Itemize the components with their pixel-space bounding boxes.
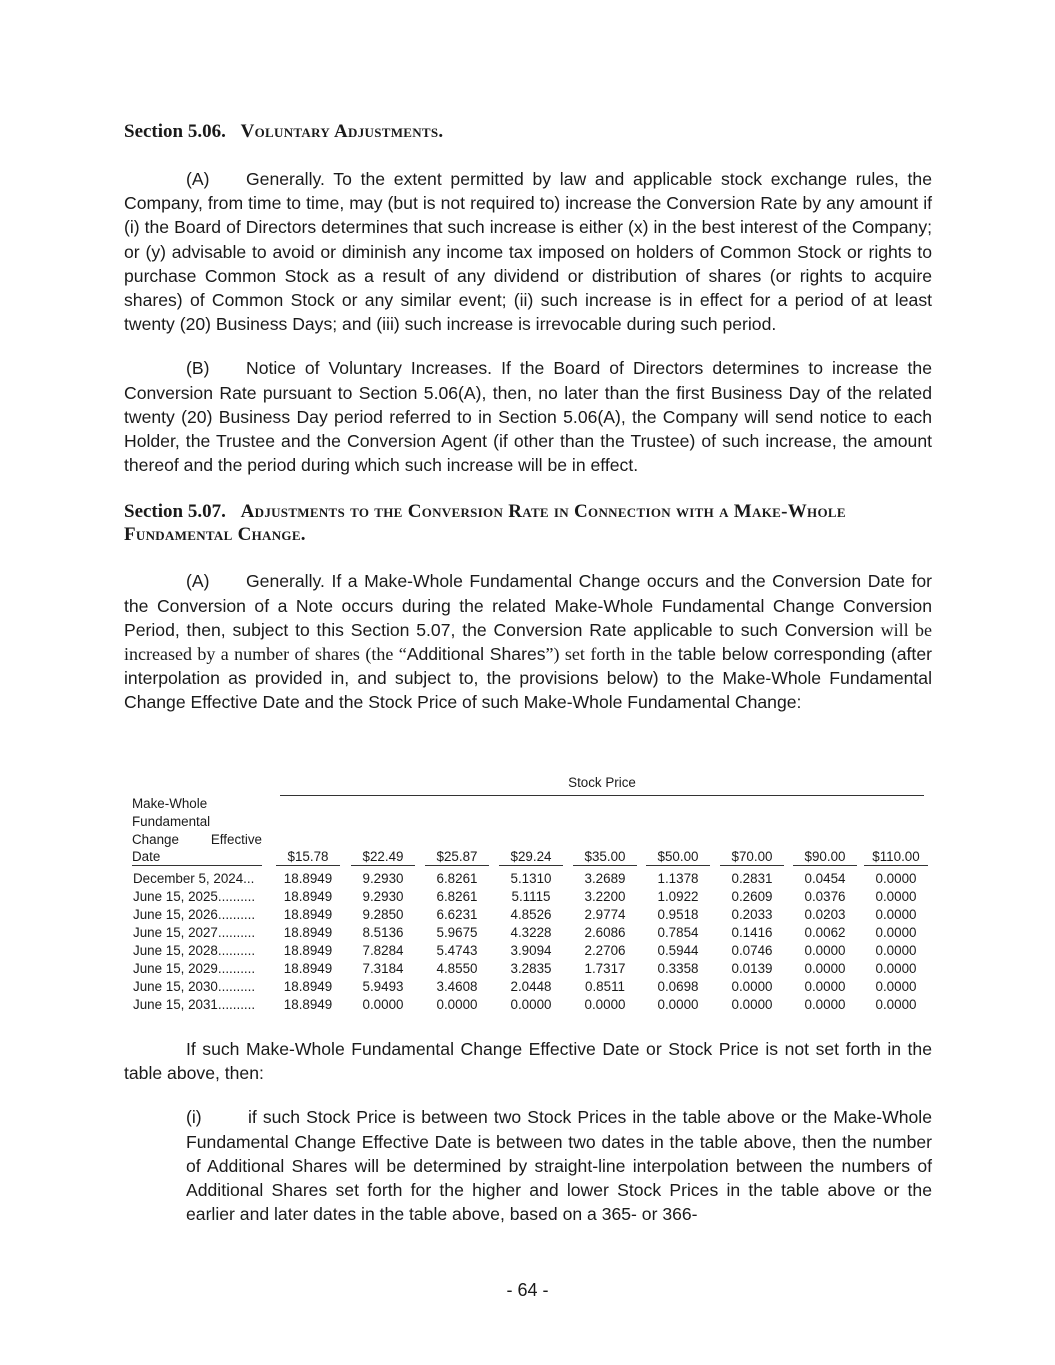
table-cell: 0.2609 — [731, 889, 773, 904]
section-heading-5-06 — [124, 120, 932, 143]
table-cell: 1.0922 — [657, 889, 699, 904]
table-cell: 0.2033 — [731, 907, 773, 922]
table-cell: 6.8261 — [436, 871, 478, 886]
table-cell: 0.0000 — [804, 997, 846, 1012]
table-cell: 0.3358 — [657, 961, 699, 976]
table-cell: 0.0746 — [731, 943, 773, 958]
table-cell: 0.0376 — [804, 889, 846, 904]
table-cell: 0.0000 — [436, 997, 478, 1012]
table-cell: 1.1378 — [657, 871, 699, 886]
table-cell: 0.0000 — [731, 979, 773, 994]
paragraph-507-a-generally — [124, 569, 932, 714]
row-header-word: Effective — [210, 832, 262, 847]
table-cell: 9.2850 — [362, 907, 404, 922]
section-number: Section 5.06. — [124, 121, 226, 142]
table-cell: 0.0000 — [510, 997, 552, 1012]
table-cell: 0.5944 — [657, 943, 699, 958]
table-cell: 18.8949 — [283, 943, 333, 958]
paragraph-text: Notice of Voluntary Increases. If the Board of Directors determines to increase the Conversion Rate pursuant to Section 5.06(A), then, no later than the first Business Day of the related twenty (20) Business Day period referred to in Section 5.06(A), the Company will send notice to each Holder, the Trustee and the Conversion Agent (if other than the Trustee) of such increase, the amount thereof and the period during which such increase will be in effect. — [124, 358, 932, 476]
table-cell: 0.0000 — [875, 979, 917, 994]
table-cell: 9.2930 — [362, 889, 404, 904]
defined-term-additional-shares: Additional Shares — [406, 644, 546, 665]
table-row — [130, 870, 926, 888]
row-date: June 15, 2029.......... — [133, 961, 256, 976]
table-cell: 0.0000 — [875, 943, 917, 958]
row-header-line: Fundamental — [132, 814, 211, 829]
stock-price-column-header: $70.00 — [720, 849, 784, 866]
table-cell: 18.8949 — [283, 997, 333, 1012]
stock-price-column-header: $15.78 — [276, 849, 340, 866]
table-cell: 18.8949 — [283, 925, 333, 940]
table-cell: 0.0000 — [875, 889, 917, 904]
table-cell: 4.3228 — [510, 925, 552, 940]
row-date: December 5, 2024... — [133, 871, 255, 886]
table-cell: 0.8511 — [585, 979, 625, 994]
table-cell: 6.8261 — [436, 889, 478, 904]
table-cell: 2.0448 — [510, 979, 552, 994]
table-cell: 5.9493 — [362, 979, 404, 994]
section-title: Adjustments to the Conversion Rate in Connection with a Make-Whole Fundamental Change. — [124, 501, 846, 546]
table-cell: 0.0000 — [804, 943, 846, 958]
section-heading-5-07 — [124, 500, 932, 546]
table-cell: 0.9518 — [657, 907, 699, 922]
table-cell: 0.0000 — [584, 997, 626, 1012]
table-cell: 3.2689 — [584, 871, 626, 886]
table-cell: 0.0000 — [731, 997, 773, 1012]
table-cell: 0.0698 — [657, 979, 699, 994]
row-date: June 15, 2028.......... — [133, 943, 256, 958]
table-cell: 18.8949 — [283, 907, 333, 922]
table-cell: 3.2200 — [584, 889, 626, 904]
table-row — [130, 996, 926, 1014]
section-number: Section 5.07. — [124, 501, 226, 523]
table-cell: 18.8949 — [283, 979, 333, 994]
table-cell: 7.3184 — [362, 961, 404, 976]
table-cell: 9.2930 — [362, 871, 404, 886]
table-cell: 0.7854 — [657, 925, 699, 940]
stock-price-column-header: $110.00 — [864, 849, 928, 866]
paragraph-b-notice — [124, 356, 932, 477]
table-cell: 0.0062 — [804, 925, 846, 940]
table-cell: 0.0139 — [731, 961, 773, 976]
row-date: June 15, 2030.......... — [133, 979, 256, 994]
table-row — [130, 978, 926, 996]
table-row — [130, 924, 926, 942]
stock-price-column-header: $90.00 — [793, 849, 857, 866]
table-body — [130, 870, 926, 1014]
stock-price-header: Stock Price — [280, 775, 924, 796]
row-header-line: Date — [132, 849, 262, 866]
stock-price-column-header: $35.00 — [573, 849, 637, 866]
row-date: June 15, 2031.......... — [133, 997, 256, 1012]
row-header-line — [132, 831, 262, 849]
table-cell: 0.0000 — [362, 997, 404, 1012]
paragraph-label: (B) — [186, 358, 210, 379]
row-date: June 15, 2025.......... — [133, 889, 256, 904]
date-column-header — [132, 795, 262, 849]
paragraph-text: If such Make-Whole Fundamental Change Effective Date or Stock Price is not set forth in the table above, then: — [124, 1039, 932, 1084]
table-cell: 3.9094 — [510, 943, 552, 958]
table-cell: 6.6231 — [436, 907, 478, 922]
table-cell: 0.0000 — [875, 961, 917, 976]
table-cell: 0.0000 — [804, 979, 846, 994]
table-row — [130, 960, 926, 978]
subparagraph-text: if such Stock Price is between two Stock Prices in the table above or the Make-Whole Fundamental Change Effective Date is between two dates in the table above, then the number of Additional Shares will be determined by straight-line interpolation between the numbers of Additional Shares set forth for the higher and lower Stock Prices in the table above or the earlier and later dates in the table above, based on a 365- or 366- — [186, 1107, 932, 1225]
paragraph-not-set-forth — [124, 1037, 932, 1085]
table-cell: 2.6086 — [584, 925, 626, 940]
subparagraph-i — [186, 1105, 932, 1226]
table-cell: 18.8949 — [283, 961, 333, 976]
table-cell: 1.7317 — [584, 961, 626, 976]
row-date: June 15, 2026.......... — [133, 907, 256, 922]
row-date: June 15, 2027.......... — [133, 925, 256, 940]
stock-price-column-header: $25.87 — [425, 849, 489, 866]
paragraph-a-generally — [124, 167, 932, 336]
table-cell: 2.2706 — [584, 943, 626, 958]
paragraph-text-serif: ”) set forth in the — [545, 644, 673, 665]
table-cell: 0.0000 — [804, 961, 846, 976]
stock-price-column-header: $29.24 — [499, 849, 563, 866]
row-header-word: Change — [132, 832, 179, 847]
table-cell: 0.0000 — [875, 907, 917, 922]
section-title: Voluntary Adjustments. — [240, 121, 444, 142]
row-header-line: Make-Whole — [132, 796, 208, 811]
page-number: - 64 - — [506, 1280, 549, 1300]
table-cell: 4.8550 — [436, 961, 478, 976]
table-cell: 0.0000 — [875, 997, 917, 1012]
table-cell: 3.4608 — [436, 979, 478, 994]
paragraph-text: Generally. To the extent permitted by law and applicable stock exchange rules, the Company, from time to time, may (but is not required to) increase the Conversion Rate by any amount if (i) the Board of Directors determines that such increase is either (x) in the best interest of the Company; or (y) advisable to avoid or diminish any income tax imposed on holders of Common Stock or rights to purchase Common Stock as a result of any dividend or distribution of shares (or rights to acquire shares) of Common Stock or any similar event; (ii) such increase is in effect for a period of at least twenty (20) Business Days; and (iii) such increase is irrevocable during such period. — [124, 169, 932, 335]
table-cell: 0.0000 — [875, 925, 917, 940]
table-row — [130, 942, 926, 960]
table-row — [130, 888, 926, 906]
table-row — [130, 906, 926, 924]
subparagraph-label: (i) — [186, 1107, 202, 1128]
table-cell: 5.1115 — [511, 889, 551, 904]
paragraph-label: (A) — [186, 571, 210, 592]
table-cell: 3.2835 — [510, 961, 552, 976]
stock-price-row — [280, 849, 930, 867]
paragraph-text: Generally. If a Make-Whole Fundamental Change occurs and the Conversion Date for the Conversion of a Note occurs during the related Make-Whole Fundamental Change Conversion Period, then, subject to this Section 5.07, the Conversion Rate applicable to such Conversion — [124, 571, 932, 640]
table-cell: 0.0454 — [804, 871, 846, 886]
page-body-continued — [124, 1037, 932, 1226]
stock-price-column-header: $50.00 — [646, 849, 710, 866]
paragraph-text: table below corresponding (after interpolation as provided in, and subject to, the provisions below) to the Make-Whole Fundamental Change Effective Date and the Stock Price of such Make-Whole Fundamental Change: — [124, 644, 932, 713]
table-cell: 18.8949 — [283, 871, 333, 886]
table-cell: 5.9675 — [436, 925, 478, 940]
paragraph-label: (A) — [186, 169, 210, 189]
table-cell: 8.5136 — [362, 925, 404, 940]
table-cell: 18.8949 — [283, 889, 333, 904]
table-cell: 2.9774 — [584, 907, 626, 922]
table-cell: 0.2831 — [731, 871, 773, 886]
table-cell: 0.0000 — [875, 871, 917, 886]
stock-price-column-header: $22.49 — [351, 849, 415, 866]
table-cell: 0.0000 — [657, 997, 699, 1012]
paragraph-text-serif: will be increased by a number of shares (the “ — [124, 619, 933, 665]
table-cell: 7.8284 — [362, 943, 404, 958]
table-cell: 5.4743 — [436, 943, 478, 958]
table-cell: 5.1310 — [510, 871, 552, 886]
page-body — [124, 120, 932, 715]
table-cell: 0.1416 — [731, 925, 773, 940]
table-cell: 0.0203 — [804, 907, 846, 922]
table-cell: 4.8526 — [510, 907, 552, 922]
